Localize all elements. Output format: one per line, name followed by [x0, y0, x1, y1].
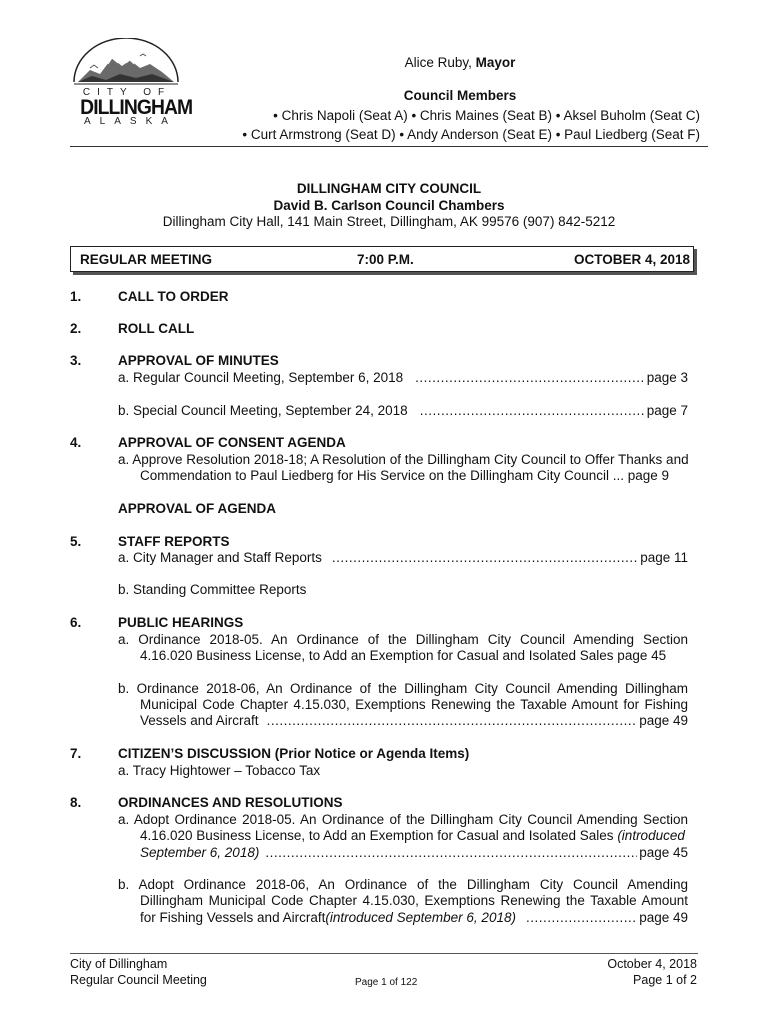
mayor-title: Mayor — [475, 55, 516, 70]
agenda-subitem — [140, 713, 688, 728]
page-reference: page 7 — [646, 403, 688, 418]
subitem-text: a. City Manager and Staff Reports — [118, 550, 322, 565]
subitem-text: Dillingham Municipal Code Chapter 4.15.030, Exemptions Renewing the Taxable Amount — [140, 893, 688, 908]
subitem-text: 4.16.020 Business License, to Add an Exemption for Casual and Isolated Sales page 45 — [140, 648, 667, 663]
item-number: 6. — [70, 615, 82, 630]
dot-leader — [415, 370, 645, 385]
subitem-text: a. Tracy Hightower – Tobacco Tax — [118, 763, 321, 778]
dot-leader — [267, 713, 638, 728]
subitem-text: a. Adopt Ordinance 2018-05. An Ordinance of the Dillingham City Council Amending Section — [118, 812, 688, 827]
chambers-title: David B. Carlson Council Chambers — [273, 198, 505, 213]
dot-leader — [526, 910, 637, 925]
subitem-text — [140, 828, 688, 843]
subitem-text: a. Regular Council Meeting, September 6, 2018 — [118, 370, 404, 385]
agenda-subitem — [118, 550, 688, 565]
agenda-subitem — [118, 370, 688, 385]
subitem-text: b. Adopt Ordinance 2018-06, An Ordinance of the Dillingham City Council Amending — [118, 877, 688, 892]
subitem-text: for Fishing Vessels and Aircraft — [140, 910, 326, 925]
dot-leader — [420, 403, 645, 418]
dot-leader — [332, 550, 638, 565]
meeting-date: OCTOBER 4, 2018 — [573, 252, 690, 267]
dot-leader — [265, 845, 637, 860]
item-heading-citizens-discussion: CITIZEN’S DISCUSSION (Prior Notice or Agenda Items) — [118, 746, 470, 761]
mayor-line — [360, 55, 560, 70]
item-heading-approval-of-minutes: APPROVAL OF MINUTES — [118, 353, 279, 368]
item-number: 7. — [70, 746, 82, 761]
footer-city: City of Dillingham — [70, 957, 168, 971]
address-line: Dillingham City Hall, 141 Main Street, Dillingham, AK 99576 (907) 842-5212 — [162, 214, 616, 229]
item-heading-call-to-order: CALL TO ORDER — [118, 289, 229, 304]
subitem-text-part: 4.16.020 Business License, to Add an Exemption for Casual and Isolated Sales — [140, 828, 618, 843]
subitem-text: Vessels and Aircraft — [140, 713, 259, 728]
item-number: 5. — [70, 534, 82, 549]
subitem-text: b. Standing Committee Reports — [118, 582, 307, 597]
introduced-note: September 6, 2018) — [140, 845, 260, 860]
item-heading-consent-agenda: APPROVAL OF CONSENT AGENDA — [118, 435, 346, 450]
page-reference: page 11 — [640, 550, 688, 565]
item-heading-roll-call: ROLL CALL — [118, 321, 195, 336]
page-reference: page 49 — [639, 713, 688, 728]
footer-page-number: Page 1 of 2 — [633, 973, 697, 987]
council-members-line-2: • Curt Armstrong (Seat D) • Andy Anderson (Seat E) • Paul Liedberg (Seat F) — [242, 127, 700, 142]
introduced-note: (introduced — [617, 828, 685, 843]
logo-state-text: ALASKA — [84, 116, 177, 127]
item-heading-staff-reports: STAFF REPORTS — [118, 534, 230, 549]
item-heading-ordinances-resolutions: ORDINANCES AND RESOLUTIONS — [118, 795, 343, 810]
subitem-text: a. Ordinance 2018-05. An Ordinance of the Dillingham City Council Amending Section — [118, 632, 688, 647]
logo-city-text: CITY OF — [82, 87, 172, 98]
logo-name-text: DILLINGHAM — [80, 96, 193, 119]
item-number: 8. — [70, 795, 82, 810]
meeting-info-box — [70, 246, 694, 272]
page-reference: page 49 — [639, 910, 688, 925]
agenda-subitem — [140, 845, 688, 860]
subitem-text: Municipal Code Chapter 4.15.030, Exemptions Renewing the Taxable Amount for Fishing — [140, 697, 688, 712]
page-reference: page 45 — [639, 845, 688, 860]
subitem-text: a. Approve Resolution 2018-18; A Resolution of the Dillingham City Council to Offer Thanks and — [118, 452, 689, 467]
agenda-subitem — [140, 910, 688, 925]
header-divider — [70, 146, 708, 147]
footer-divider — [70, 953, 698, 954]
subitem-text: b. Ordinance 2018-06, An Ordinance of the Dillingham City Council Amending Dillingham — [118, 681, 688, 696]
council-members-title: Council Members — [403, 88, 517, 103]
footer-date: October 4, 2018 — [607, 957, 697, 971]
agenda-subitem — [118, 403, 688, 418]
footer-meeting: Regular Council Meeting — [70, 973, 207, 987]
item-number: 1. — [70, 289, 82, 304]
item-number: 2. — [70, 321, 82, 336]
item-number: 3. — [70, 353, 82, 368]
subitem-text: b. Special Council Meeting, September 24, 2018 — [118, 403, 408, 418]
item-number: 4. — [70, 435, 82, 450]
council-members-line-1: • Chris Napoli (Seat A) • Chris Maines (Seat B) • Aksel Buholm (Seat C) — [273, 108, 700, 123]
subitem-text: Commendation to Paul Liedberg for His Service on the Dillingham City Council ... page 9 — [140, 468, 670, 483]
meeting-time: 7:00 P.M. — [357, 252, 414, 267]
item-heading-public-hearings: PUBLIC HEARINGS — [118, 615, 244, 630]
meeting-type: REGULAR MEETING — [80, 252, 213, 267]
introduced-note: (introduced September 6, 2018) — [325, 910, 516, 925]
item-heading-approval-of-agenda: APPROVAL OF AGENDA — [118, 501, 277, 516]
council-title: DILLINGHAM CITY COUNCIL — [296, 181, 482, 196]
footer-page-count: Page 1 of 122 — [355, 977, 418, 988]
mayor-name: Alice Ruby, — [404, 55, 472, 70]
page-reference: page 3 — [646, 370, 688, 385]
